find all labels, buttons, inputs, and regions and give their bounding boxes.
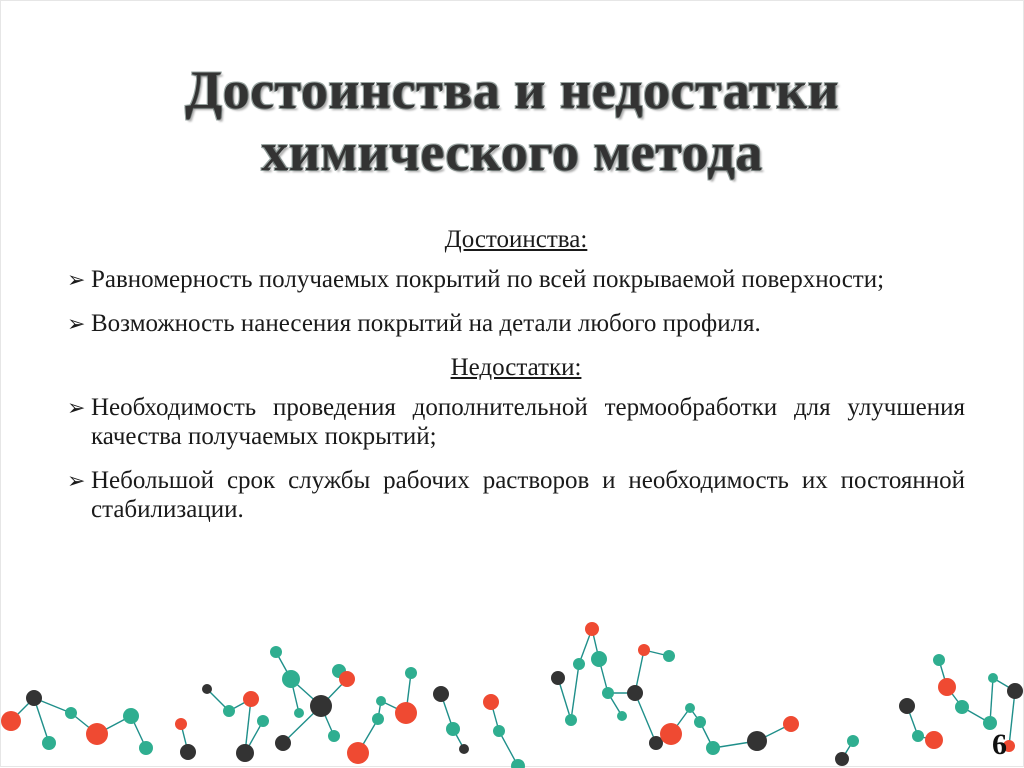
molecule-bond <box>635 693 656 743</box>
advantage-item-text: Равномерность получаемых покрытий по всей покрываемой поверхности; <box>91 266 885 293</box>
arrow-bullet-icon: ➢ <box>67 311 86 336</box>
molecule-atom <box>223 705 235 717</box>
molecule-atom <box>912 730 924 742</box>
title-line-1: Достоинства и недостатки <box>184 60 840 120</box>
molecule-atom <box>483 694 499 710</box>
molecule-atom <box>493 725 505 737</box>
molecule-atom <box>294 708 304 718</box>
molecule-atom <box>747 731 767 751</box>
molecule-atom <box>706 741 720 755</box>
molecule-atom <box>270 646 282 658</box>
molecule-atom <box>551 671 565 685</box>
molecule-atom <box>565 714 577 726</box>
arrow-bullet-icon: ➢ <box>67 395 86 420</box>
disadvantage-item-text: Необходимость проведения дополнительной термообработки для улучшения качества получаемых покрытий; <box>91 394 965 450</box>
molecule-atom <box>925 731 943 749</box>
molecule-atom <box>573 658 585 670</box>
molecule-atom <box>310 695 332 717</box>
page-number: 6 <box>992 728 1007 761</box>
molecule-atom <box>685 703 695 713</box>
molecule-atom <box>899 698 915 714</box>
disadvantage-item-text: Небольшой срок службы рабочих растворов и необходимость их постоянной стабилизации. <box>91 467 965 523</box>
disadvantages-heading: Недостатки: <box>450 354 582 381</box>
molecule-atom <box>955 700 969 714</box>
molecule-atom <box>585 622 599 636</box>
molecule-atom <box>459 744 469 754</box>
molecule-atom <box>376 696 386 706</box>
molecule-atom <box>175 718 187 730</box>
molecule-atom <box>988 673 998 683</box>
molecule-atom <box>347 742 369 764</box>
molecule-atom <box>433 686 449 702</box>
molecule-atom <box>602 687 614 699</box>
molecule-atom <box>1007 683 1023 699</box>
molecule-atom <box>591 651 607 667</box>
molecule-atom <box>617 711 627 721</box>
molecule-atom <box>180 744 196 760</box>
molecule-atom <box>86 723 108 745</box>
molecule-decoration <box>1 1 1024 768</box>
molecule-atom <box>933 654 945 666</box>
molecule-atom <box>847 735 859 747</box>
molecule-atom <box>938 678 956 696</box>
molecule-atom <box>202 684 212 694</box>
molecule-atom <box>123 708 139 724</box>
molecule-atom <box>1 711 21 731</box>
arrow-bullet-icon: ➢ <box>67 267 86 292</box>
molecule-atom <box>65 707 77 719</box>
molecule-atom <box>282 670 300 688</box>
molecule-atom <box>257 715 269 727</box>
molecule-atom <box>835 752 849 766</box>
molecule-atom <box>627 685 643 701</box>
molecule-atom <box>139 741 153 755</box>
molecule-atom <box>328 730 340 742</box>
molecule-atom <box>42 736 56 750</box>
molecule-atom <box>783 716 799 732</box>
advantages-heading: Достоинства: <box>444 226 588 253</box>
molecule-bond <box>1009 691 1015 746</box>
molecule-bond <box>571 664 579 720</box>
molecule-atom <box>638 644 650 656</box>
molecule-atom <box>339 671 355 687</box>
molecule-atom <box>663 650 675 662</box>
advantage-item-text: Возможность нанесения покрытий на детали любого профиля. <box>91 310 761 337</box>
molecule-atom <box>26 690 42 706</box>
molecule-atom <box>236 744 254 762</box>
molecule-atom <box>446 722 460 736</box>
molecule-atom <box>275 735 291 751</box>
molecule-atom <box>694 716 706 728</box>
molecule-atom <box>372 713 384 725</box>
molecule-atom <box>660 723 682 745</box>
molecule-atom <box>405 667 417 679</box>
title-line-2: химического метода <box>261 122 763 182</box>
molecule-atom <box>395 702 417 724</box>
molecule-atom <box>243 691 259 707</box>
arrow-bullet-icon: ➢ <box>67 468 86 493</box>
